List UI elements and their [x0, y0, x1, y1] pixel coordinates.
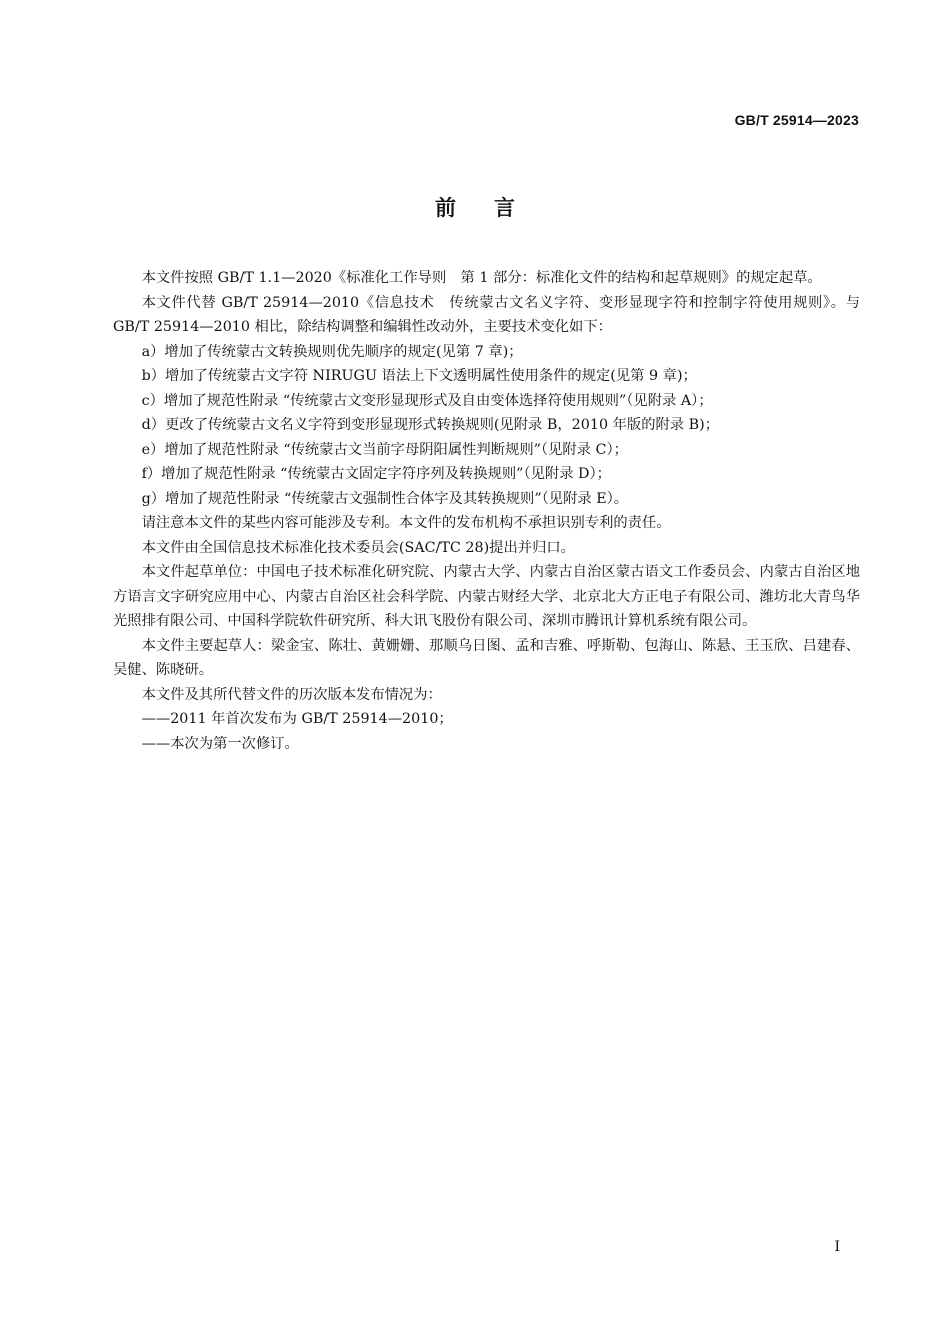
paragraph-history-intro: 本文件及其所代替文件的历次版本发布情况为：: [141, 686, 442, 703]
page-number: I: [834, 1239, 840, 1255]
page-title: 前言: [435, 196, 553, 220]
paragraph-drafters: 本文件主要起草人：梁金宝、陈壮、黄姗姗、那顺乌日图、孟和吉雅、呼斯勒、包海山、陈悬、王玉欣、吕建春、吴健、陈晓研。: [113, 637, 860, 678]
paragraph-patent-notice: 请注意本文件的某些内容可能涉及专利。本文件的发布机构不承担识别专利的责任。: [141, 515, 671, 531]
change-item-d: d）更改了传统蒙古文名义字符到变形显现形式转换规则(见附录 B，2010 年版的附录 B)；: [141, 417, 720, 433]
paragraph-replacement: 本文件代替 GB/T 25914—2010《信息技术 传统蒙古文名义字符、变形显现字符和控制字符使用规则》。与 GB/T 25914—2010 相比，除结构调整和编辑性改动外，主要技术变化如下：: [113, 294, 860, 335]
change-item-f: f）增加了规范性附录 “传统蒙古文固定字符序列及转换规则”（见附录 D）；: [141, 466, 611, 482]
change-item-c: c）增加了规范性附录 “传统蒙古文变形显现形式及自由变体选择符使用规则”（见附录 A）；: [141, 392, 713, 409]
history-item-current: ——本次为第一次修订。: [141, 735, 299, 752]
paragraph-committee: 本文件由全国信息技术标准化技术委员会(SAC/TC 28)提出并归口。: [141, 539, 575, 556]
change-item-g: g）增加了规范性附录 “传统蒙古文强制性合体字及其转换规则”（见附录 E）。: [141, 490, 629, 507]
foreword-body: [113, 266, 860, 756]
paragraph-drafting-units: 本文件起草单位：中国电子技术标准化研究院、内蒙古大学、内蒙古自治区蒙古语文工作委员会、内蒙古自治区地方语言文字研究应用中心、内蒙古自治区社会科学院、内蒙古财经大学、北京北大方正电子有限公司、潍坊北大青鸟华光照排有限公司、中国科学院软件研究所、科大讯飞股份有限公司、深圳市腾讯计算机系统有限公司。: [113, 564, 860, 629]
standard-code: GB/T 25914—2023: [734, 112, 859, 128]
change-item-b: b）增加了传统蒙古文字符 NIRUGU 语法上下文透明属性使用条件的规定(见第 9 章)；: [141, 368, 697, 384]
paragraph-drafting-rules: 本文件按照 GB/T 1.1—2020《标准化工作导则 第 1 部分：标准化文件的结构和起草规则》的规定起草。: [141, 270, 822, 286]
change-item-e: e）增加了规范性附录 “传统蒙古文当前字母阴阳属性判断规则”（见附录 C）；: [141, 441, 628, 458]
history-item-2011: ——2011 年首次发布为 GB/T 25914—2010；: [141, 711, 453, 727]
change-item-a: a）增加了传统蒙古文转换规则优先顺序的规定(见第 7 章)；: [141, 343, 523, 360]
